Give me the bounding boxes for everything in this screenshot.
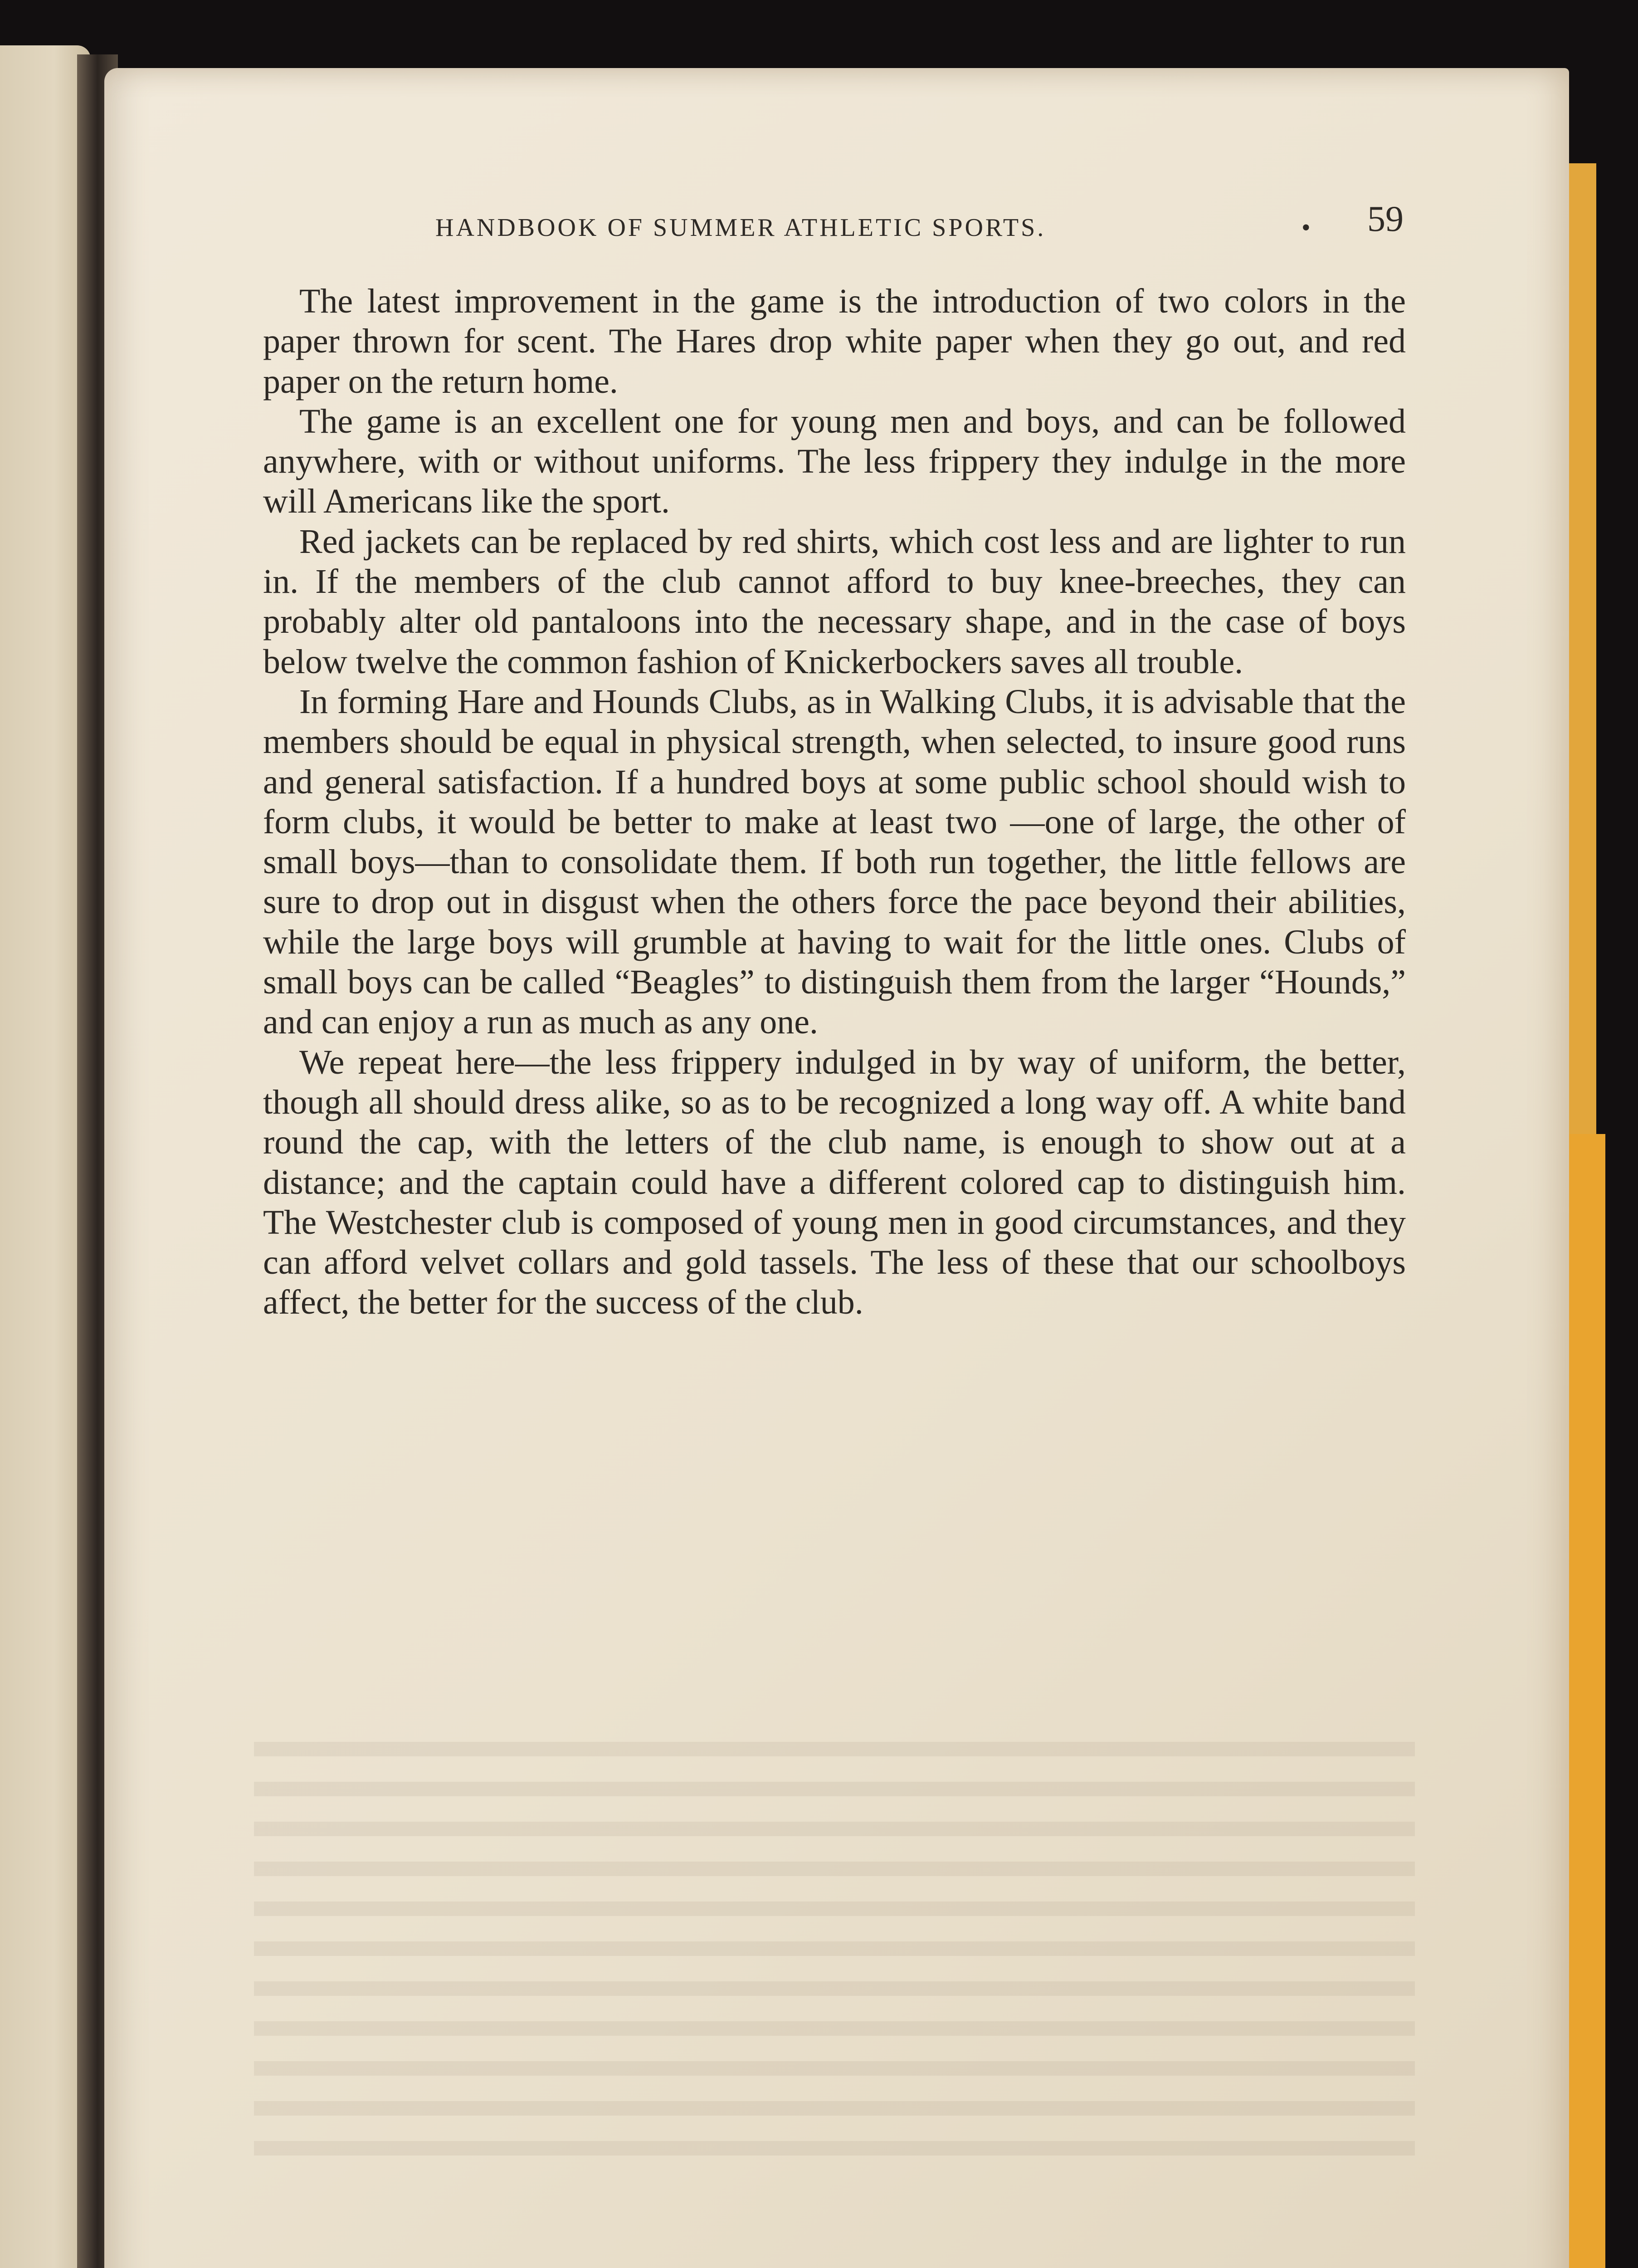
paragraph-2: The game is an excellent one for young men and boys, and can be followed anywhere, with or without uniforms. The less frippery they indulge in the more will Americans like the sport. xyxy=(263,402,1406,521)
paragraph-1: The latest improvement in the game is the introduction of two colors in the paper thrown for scent. The Hares drop white paper when they go out, and red paper on the return home. xyxy=(263,282,1406,401)
paragraph-3: Red jackets can be replaced by red shirts, which cost less and are lighter to run in. If the members of the club cannot afford to buy knee-breeches, they can probably alter old pantaloons into the necessary shape, and in the case of boys below twelve the common fashion of Knickerbockers saves all trouble. xyxy=(263,522,1406,681)
show-through-text xyxy=(254,1724,1415,2177)
paragraph-5: We repeat here—the less frippery indulged in by way of uniform, the better, though all should dress alike, so as to be recognized a long way off. A white band round the cap, with the letters of the club name, is enough to show out at a distance; and the captain could have a different colored cap to distinguish him. The Westchester club is composed of young men in good circumstances, and they can afford velvet collars and gold tassels. The less of these that our schoolboys affect, the better for the success of the club. xyxy=(263,1043,1406,1322)
running-head: HANDBOOK OF SUMMER ATHLETIC SPORTS. xyxy=(435,214,1046,242)
page-number: 59 xyxy=(1367,199,1404,239)
paragraph-4: In forming Hare and Hounds Clubs, as in Walking Clubs, it is advisable that the members should be equal in physical strength, when selected, to insure good runs and general satisfaction. If a hundred boys at some public school should wish to form clubs, it would be better to make at least two —one of large, the other of small boys—than to consolidate them. If both run together, the little fellows are sure to drop out in disgust when the others force the pace beyond their abilities, while the large boys will grumble at having to wait for the little ones. Clubs of small boys can be called “Beagles” to distinguish them from the larger “Hounds,” and can enjoy a run as much as any one. xyxy=(263,682,1406,1041)
body-text xyxy=(263,281,1406,1323)
ornament: • xyxy=(1302,214,1311,242)
